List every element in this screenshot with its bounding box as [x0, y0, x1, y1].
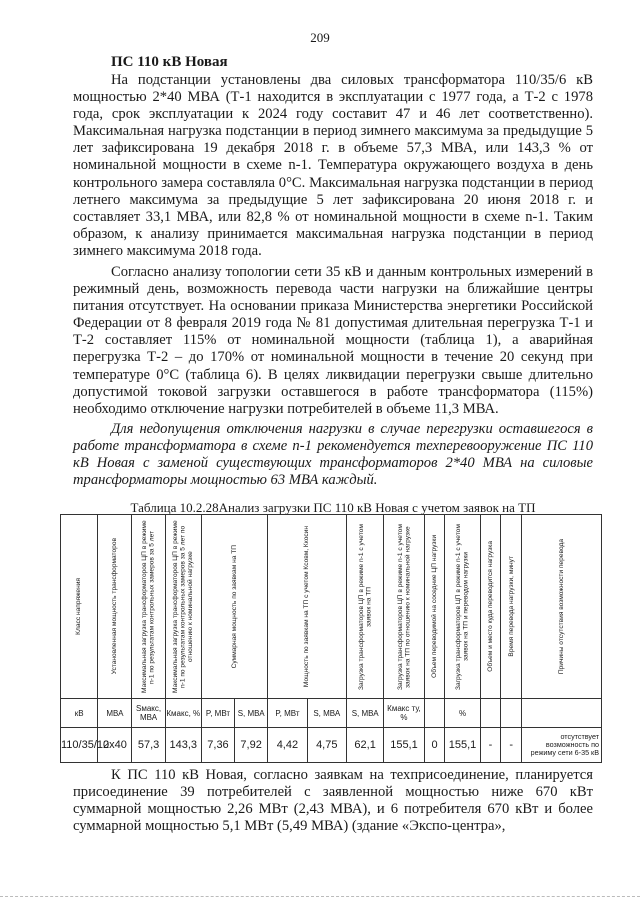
value-cell: 7,36 — [201, 728, 234, 763]
unit-cell: МВА — [98, 699, 132, 728]
unit-cell — [424, 699, 445, 728]
value-cell: 155,1 — [384, 728, 424, 763]
table-caption: Таблица 10.2.28Анализ загрузки ПС 110 кВ Новая с учетом заявок на ТП — [130, 500, 536, 515]
paragraph-recommendation: Для недопущения отключения нагрузки в случае перегрузки оставшегося в работе трансформатора в схеме n-1 рекомендуется техперевооружение ПС 110 кВ Новая с заменой существующих трансформаторов 2*40 МВА на силовые трансформаторы мощностью 63 МВА каждый. — [73, 421, 593, 489]
header-installed-capacity: Установленная мощность трансформаторов — [98, 515, 132, 699]
value-cell: - — [501, 728, 522, 763]
page-number: 209 — [310, 30, 330, 45]
header-voltage-class: Класс напряжения — [61, 515, 98, 699]
header-transfer-place: Объем и место куда переводится нагрузка — [480, 515, 501, 699]
unit-cell — [501, 699, 522, 728]
value-cell: 155,1 — [445, 728, 480, 763]
paragraph-topology: Согласно анализу топологии сети 35 кВ и данным контрольных измерений в режимный день, возможность перевода части нагрузки на ближайшие центры питания отсутствует. На основании приказа Министерства энергетики Российской Федерации от 8 февраля 2019 года № 81 допустимая длительная перегрузка Т-1 и Т-2 составляет 115% от номинальной мощности (таблица 1), а аварийная перегрузка Т-2 – до 170% от номинальной мощности в течение 20 секунд при температуре 0°С (таблица 6). В целях ликвидации перегрузки свыше длительно допустимой токовой загрузки оставшегося в работе трансформатора (115%) необходимо отключение нагрузки потребителей в объеме 11,3 МВА. — [73, 264, 593, 417]
paragraph-connection-requests: К ПС 110 кВ Новая, согласно заявкам на техприсоединение, планируется присоединение 39 потребителей с заявленной мощностью ниже 670 кВт суммарной мощностью 2,26 МВт (2,43 МВА), и 6 потребителя 670 кВт и более суммарной мощностью 5,1 МВт (5,49 МВА) (здание «Экспо-центра», — [73, 767, 593, 835]
unit-cell — [522, 699, 602, 728]
value-cell: 4,75 — [307, 728, 346, 763]
section-heading: ПС 110 кВ Новая — [111, 54, 228, 70]
header-request-power-coef: Мощность по заявкам на ТП с учетом Ксовм, Ккосин — [268, 515, 347, 699]
unit-cell — [480, 699, 501, 728]
value-cell: 7,92 — [235, 728, 268, 763]
header-no-transfer-reason: Причины отсутствия возможности перевода — [522, 515, 602, 699]
value-cell: 0 — [424, 728, 445, 763]
unit-cell: S, МВА — [235, 699, 268, 728]
header-total-request-power: Суммарная мощность по заявкам на ТП — [201, 515, 267, 699]
header-max-load: Максимальная загрузка трансформаторов ЦП в режиме n-1 по результатам контрольных замеров за 5 лет — [132, 515, 165, 699]
header-load-with-transfer: Загрузка трансформаторов ЦП в режиме n-1 с учетом заявок на ТП и переводом нагрузки — [445, 515, 480, 699]
unit-cell: Кмакс, % — [165, 699, 201, 728]
unit-cell: % — [445, 699, 480, 728]
load-analysis-table — [60, 514, 602, 763]
value-cell: 62,1 — [346, 728, 383, 763]
unit-cell: P, МВт — [201, 699, 234, 728]
header-max-load-ratio: Максимальная загрузка трансформаторов ЦП в режиме n-1 по результатам контрольных замеров за 5 лет по отношению к номинальной нагрузке — [165, 515, 201, 699]
header-transfer-time: Время перевода нагрузки, минут — [501, 515, 522, 699]
unit-cell: P, МВт — [268, 699, 307, 728]
header-load-with-requests-ratio: Загрузка трансформаторов ЦП в режиме n-1 с учетом заявок на ТП по отношению к номинальной нагрузке — [384, 515, 424, 699]
table-units-row — [61, 699, 602, 728]
value-cell: 110/35/10 — [61, 728, 98, 763]
header-transfer-volume: Объем переводимой на соседние ЦП нагрузки — [424, 515, 445, 699]
page-bottom-divider — [0, 896, 640, 897]
table-header-row — [61, 515, 602, 699]
table-row — [61, 728, 602, 763]
value-cell: 2х40 — [98, 728, 132, 763]
unit-cell: Sмакс, МВА — [132, 699, 165, 728]
value-cell: 143,3 — [165, 728, 201, 763]
unit-cell: кВ — [61, 699, 98, 728]
unit-cell: S, МВА — [307, 699, 346, 728]
value-cell: 57,3 — [132, 728, 165, 763]
value-cell: - — [480, 728, 501, 763]
unit-cell: S, МВА — [346, 699, 383, 728]
value-cell: отсутствует возможность по режиму сети 6-35 кВ — [522, 728, 602, 763]
unit-cell: Кмакс ту, % — [384, 699, 424, 728]
value-cell: 4,42 — [268, 728, 307, 763]
paragraph-intro: На подстанции установлены два силовых трансформатора 110/35/6 кВ мощностью 2*40 МВА (Т-1 находится в эксплуатации с 1977 года, а Т-2 с 1978 года, срок эксплуатации к 2024 году составит 47 и 46 лет соответственно). Максимальная нагрузка подстанции в период зимнего максимума за предыдущие 5 лет зафиксирована 19 декабря 2018 г. в объеме 57,3 МВА, или 143,3 % от номинальной мощности в схеме n-1. Температура окружающего воздуха в день контрольного замера составляла 0°С. Максимальная нагрузка подстанции в период летнего максимума за предыдущие 5 лет зафиксирована 20 июня 2018 г. и составляет 33,1 МВА, или 82,8 % от номинальной мощности в схеме n-1. Таким образом, к анализу принимается максимальная нагрузка подстанции в период зимнего максимума 2018 года. — [73, 72, 593, 259]
header-load-with-requests: Загрузка трансформаторов ЦП в режиме n-1 с учетом заявок на ТП — [346, 515, 383, 699]
